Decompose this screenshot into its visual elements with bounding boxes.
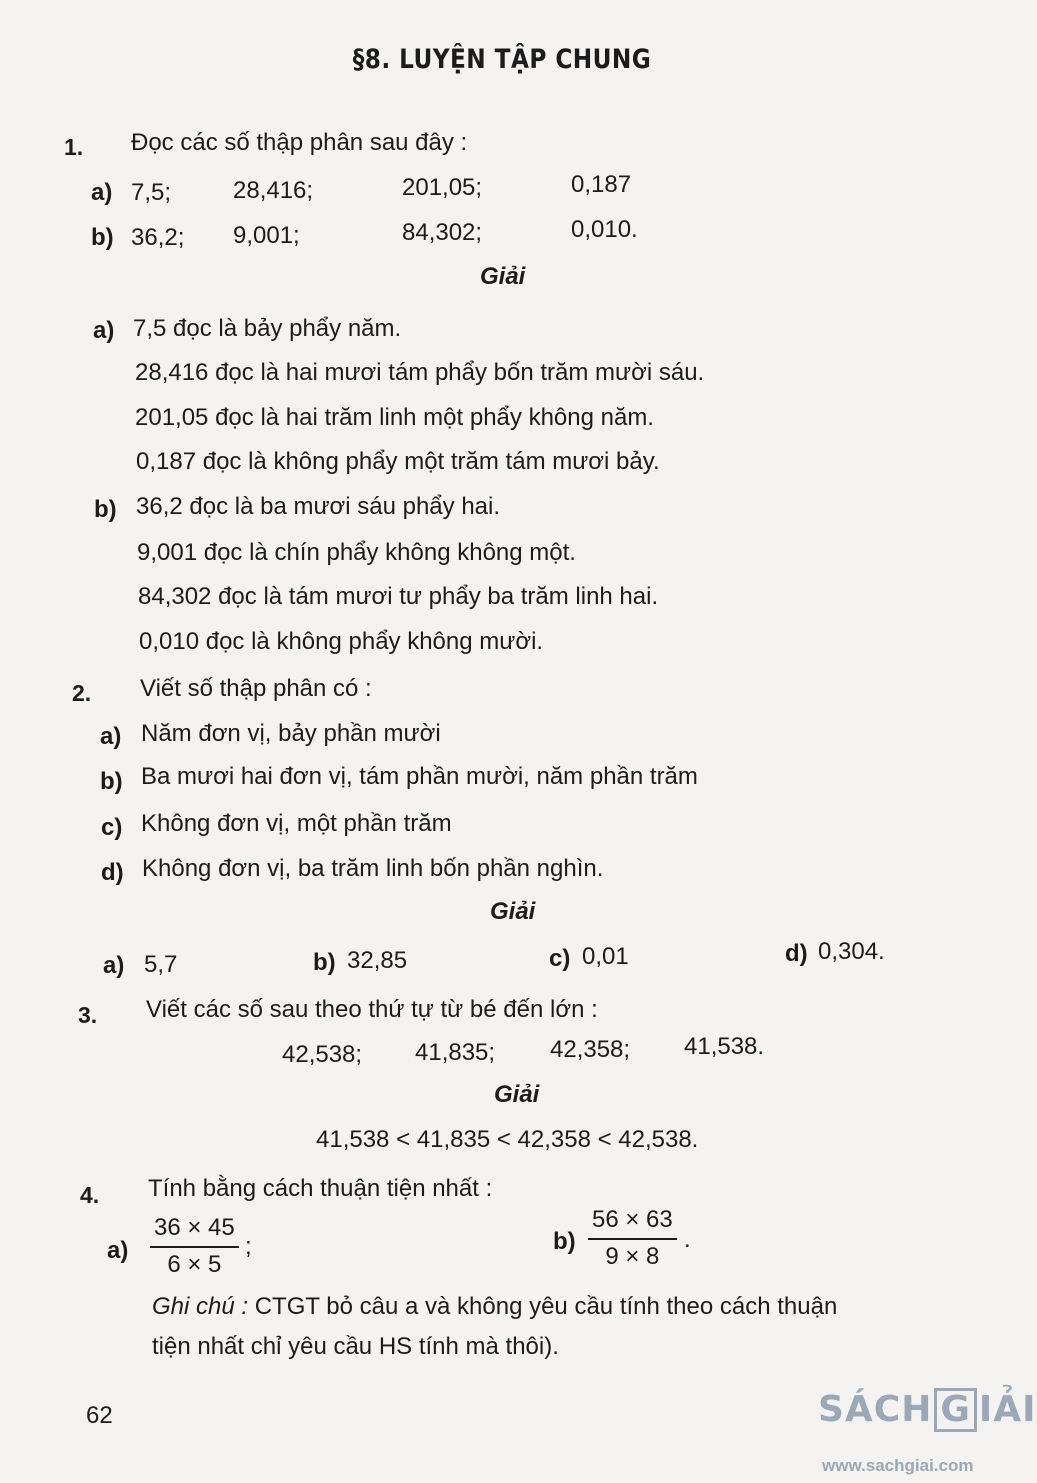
exercise-3-answer: 41,538 < 41,835 < 42,358 < 42,538. (316, 1126, 699, 1153)
fraction-b (588, 1206, 677, 1271)
exercise-3-value: 42,358; (550, 1036, 631, 1063)
exercise-1-number: 1. (64, 134, 84, 160)
answer-label: d) (785, 940, 808, 967)
section-title: §8. LUYỆN TẬP CHUNG (352, 44, 652, 75)
fraction-a (150, 1214, 239, 1279)
exercise-2-item-text: Không đơn vị, một phần trăm (141, 810, 452, 837)
answer-value: 0,304. (818, 938, 885, 965)
answer-value: 0,01 (582, 943, 629, 970)
exercise-2-item-label: c) (101, 814, 123, 841)
answer-value: 32,85 (347, 947, 408, 974)
fraction-end: . (684, 1226, 691, 1253)
fraction-a-numerator: 36 × 45 (150, 1214, 239, 1248)
watermark-logo (818, 1388, 1037, 1432)
exercise-2-item-text: Năm đơn vị, bảy phần mười (141, 720, 441, 747)
exercise-1-prompt: Đọc các số thập phân sau đây : (131, 129, 468, 156)
logo-box-letter: G (934, 1388, 977, 1432)
solution-line: 36,2 đọc là ba mươi sáu phẩy hai. (136, 493, 501, 520)
exercise-4-b-label: b) (553, 1228, 576, 1255)
exercise-4-number: 4. (80, 1182, 100, 1208)
exercise-2-item-label: b) (100, 768, 123, 795)
exercise-2-item-label: a) (100, 723, 122, 750)
solution-line: 9,001 đọc là chín phẩy không không một. (137, 539, 576, 566)
exercise-4-prompt: Tính bằng cách thuận tiện nhất : (148, 1175, 493, 1202)
logo-text-right: IẢI (978, 1389, 1037, 1430)
fraction-b-numerator: 56 × 63 (588, 1206, 677, 1240)
exercise-1-b-value: 84,302; (402, 219, 483, 246)
solution-line: 84,302 đọc là tám mươi tư phẩy ba trăm linh hai. (138, 583, 659, 610)
solution-line: 0,187 đọc là không phẩy một trăm tám mươi bảy. (136, 448, 660, 475)
fraction-b-denominator: 9 × 8 (605, 1243, 660, 1270)
note-text: CTGT bỏ câu a và không yêu cầu tính theo cách thuận (248, 1293, 838, 1320)
exercise-3-value: 42,538; (282, 1041, 363, 1068)
fraction-separator: ; (245, 1233, 252, 1260)
exercise-1-a-value: 28,416; (233, 177, 314, 204)
exercise-1-b-label: b) (91, 224, 114, 251)
exercise-3-value: 41,835; (415, 1039, 496, 1066)
exercise-2-prompt: Viết số thập phân có : (140, 675, 372, 702)
exercise-3-number: 3. (78, 1002, 98, 1028)
exercise-2-item-text: Ba mươi hai đơn vị, tám phần mười, năm phần trăm (141, 763, 698, 790)
note-label: Ghi chú : (152, 1293, 249, 1320)
exercise-2-item-text: Không đơn vị, ba trăm linh bốn phần nghìn. (142, 855, 604, 882)
answer-label: a) (103, 952, 125, 979)
answer-label: c) (549, 945, 571, 972)
exercise-1-a-label: a) (91, 179, 113, 206)
page-number: 62 (86, 1402, 113, 1429)
solution-heading: Giải (494, 1081, 540, 1108)
exercise-1-a-value: 201,05; (402, 174, 483, 201)
solution-line: 7,5 đọc là bảy phẩy năm. (133, 315, 402, 342)
answer-value: 5,7 (144, 951, 178, 978)
solution-1-a-label: a) (93, 317, 115, 344)
exercise-1-a-value: 7,5; (131, 179, 172, 206)
exercise-3-value: 41,538. (684, 1033, 765, 1060)
solution-1-b-label: b) (94, 496, 117, 523)
exercise-1-a-value: 0,187 (571, 171, 632, 198)
solution-line: 28,416 đọc là hai mươi tám phẩy bốn trăm mười sáu. (135, 359, 705, 386)
exercise-4-a-label: a) (107, 1237, 129, 1264)
note-line-1 (152, 1292, 837, 1322)
exercise-1-b-value: 36,2; (131, 224, 185, 251)
solution-heading: Giải (490, 898, 536, 925)
exercise-2-number: 2. (72, 680, 92, 706)
logo-text-left: SÁCH (818, 1389, 933, 1430)
exercise-2-item-label: d) (101, 859, 124, 886)
solution-line: 0,010 đọc là không phẩy không mười. (139, 628, 544, 655)
fraction-a-denominator: 6 × 5 (167, 1251, 222, 1278)
note-line-2: tiện nhất chỉ yêu cầu HS tính mà thôi). (152, 1333, 559, 1360)
solution-line: 201,05 đọc là hai trăm linh một phẩy không năm. (135, 404, 654, 431)
exercise-3-prompt: Viết các số sau theo thứ tự từ bé đến lớn : (146, 996, 598, 1023)
exercise-1-b-value: 9,001; (233, 222, 300, 249)
answer-label: b) (313, 949, 336, 976)
watermark-url: www.sachgiai.com (822, 1456, 974, 1475)
exercise-1-b-value: 0,010. (571, 216, 638, 243)
solution-heading: Giải (480, 263, 526, 290)
